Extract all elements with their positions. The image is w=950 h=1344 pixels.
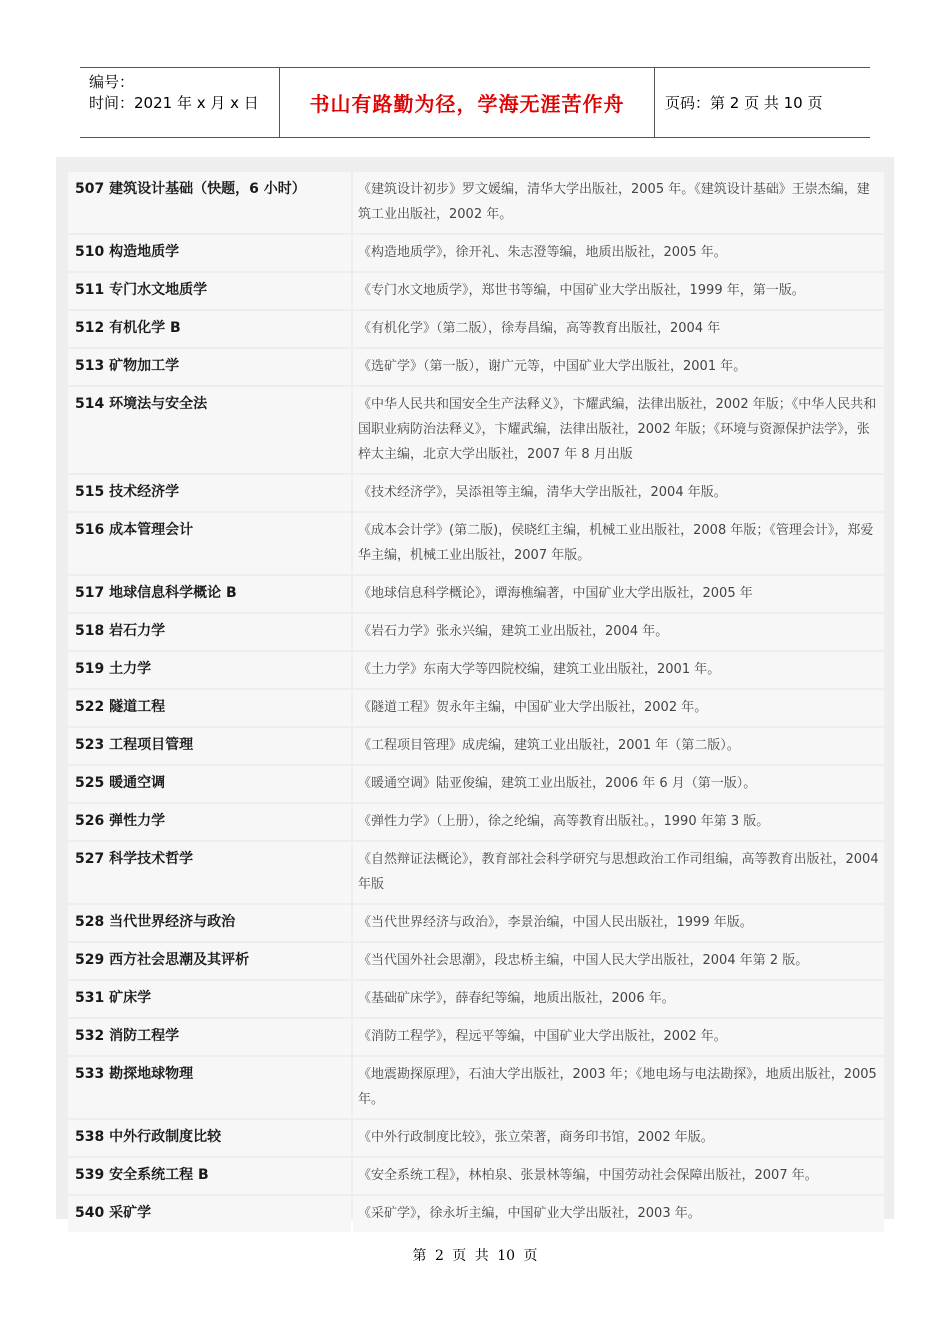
table-row bbox=[68, 766, 884, 802]
reference-book: 《有机化学》（第二版），徐寿昌编，高等教育出版社，2004 年 bbox=[353, 311, 884, 347]
course-name: 527 科学技术哲学 bbox=[68, 842, 351, 903]
table-row bbox=[68, 172, 884, 233]
number-label: 编号： bbox=[89, 73, 135, 91]
table-row bbox=[68, 943, 884, 979]
table-row bbox=[68, 576, 884, 612]
course-name: 526 弹性力学 bbox=[68, 804, 351, 840]
course-name: 514 环境法与安全法 bbox=[68, 387, 351, 473]
reference-book: 《隧道工程》贺永年主编，中国矿业大学出版社，2002 年。 bbox=[353, 690, 884, 726]
course-name: 531 矿床学 bbox=[68, 981, 351, 1017]
reference-book: 《建筑设计初步》罗文媛编，清华大学出版社，2005 年。《建筑设计基础》王崇杰编，建筑工业出版社，2002 年。 bbox=[353, 172, 884, 233]
table-row bbox=[68, 1057, 884, 1118]
course-name: 532 消防工程学 bbox=[68, 1019, 351, 1055]
course-name: 523 工程项目管理 bbox=[68, 728, 351, 764]
table-row bbox=[68, 311, 884, 347]
reference-book: 《构造地质学》，徐开礼、朱志澄等编，地质出版社，2005 年。 bbox=[353, 235, 884, 271]
course-table bbox=[68, 172, 884, 1234]
table-row bbox=[68, 1019, 884, 1055]
reference-book: 《技术经济学》，吴添祖等主编，清华大学出版社，2004 年版。 bbox=[353, 475, 884, 511]
table-row bbox=[68, 1158, 884, 1194]
table-row bbox=[68, 690, 884, 726]
reference-book: 《安全系统工程》，林柏泉、张景林等编，中国劳动社会保障出版社，2007 年。 bbox=[353, 1158, 884, 1194]
reference-book: 《地球信息科学概论》，谭海樵编著，中国矿业大学出版社，2005 年 bbox=[353, 576, 884, 612]
table-row bbox=[68, 804, 884, 840]
table-row bbox=[68, 905, 884, 941]
table-row bbox=[68, 1196, 884, 1232]
course-name: 519 土力学 bbox=[68, 652, 351, 688]
reference-book: 《中华人民共和国安全生产法释义》，卞耀武编，法律出版社，2002 年版；《中华人民共和国职业病防治法释义》，卞耀武编，法律出版社，2002 年版；《环境与资源保护法学》，张梓太主编，北京大学出版社，2007 年 8 月出版 bbox=[353, 387, 884, 473]
header-meta bbox=[80, 68, 280, 137]
reference-book: 《基础矿床学》，薛春纪等编，地质出版社，2006 年。 bbox=[353, 981, 884, 1017]
course-name: 516 成本管理会计 bbox=[68, 513, 351, 574]
table-row bbox=[68, 981, 884, 1017]
table-row bbox=[68, 652, 884, 688]
reference-book: 《自然辩证法概论》，教育部社会科学研究与思想政治工作司组编，高等教育出版社，2004 年版 bbox=[353, 842, 884, 903]
reference-book: 《中外行政制度比较》，张立荣著，商务印书馆，2002 年版。 bbox=[353, 1120, 884, 1156]
course-name: 513 矿物加工学 bbox=[68, 349, 351, 385]
reference-book: 《弹性力学》（上册），徐之纶编，高等教育出版社。，1990 年第 3 版。 bbox=[353, 804, 884, 840]
course-name: 540 采矿学 bbox=[68, 1196, 351, 1232]
header-page-label: 页码：第 2 页 共 10 页 bbox=[665, 94, 823, 112]
reference-book: 《岩石力学》张永兴编，建筑工业出版社，2004 年。 bbox=[353, 614, 884, 650]
table-row bbox=[68, 387, 884, 473]
reference-book: 《选矿学》（第一版），谢广元等，中国矿业大学出版社，2001 年。 bbox=[353, 349, 884, 385]
course-name: 517 地球信息科学概论 B bbox=[68, 576, 351, 612]
course-name: 518 岩石力学 bbox=[68, 614, 351, 650]
course-name: 529 西方社会思潮及其评析 bbox=[68, 943, 351, 979]
table-row bbox=[68, 513, 884, 574]
table-row bbox=[68, 273, 884, 309]
table-row bbox=[68, 349, 884, 385]
page-footer: 第 2 页 共 10 页 bbox=[412, 1248, 538, 1264]
reference-book: 《专门水文地质学》，郑世书等编，中国矿业大学出版社，1999 年，第一版。 bbox=[353, 273, 884, 309]
course-name: 538 中外行政制度比较 bbox=[68, 1120, 351, 1156]
reference-book: 《采矿学》，徐永圻主编，中国矿业大学出版社，2003 年。 bbox=[353, 1196, 884, 1232]
reference-book: 《地震勘探原理》，石油大学出版社，2003 年；《地电场与电法勘探》，地质出版社，2005 年。 bbox=[353, 1057, 884, 1118]
table-row bbox=[68, 842, 884, 903]
table-row bbox=[68, 475, 884, 511]
time-label: 时间：2021 年 x 月 x 日 bbox=[89, 94, 259, 112]
course-name: 539 安全系统工程 B bbox=[68, 1158, 351, 1194]
header-motto: 书山有路勤为径，学海无涯苦作舟 bbox=[280, 68, 655, 137]
reference-book: 《成本会计学》(第二版)，侯晓红主编，机械工业出版社，2008 年版；《管理会计》，郑爱华主编，机械工业出版社，2007 年版。 bbox=[353, 513, 884, 574]
course-name: 512 有机化学 B bbox=[68, 311, 351, 347]
reference-book: 《当代世界经济与政治》，李景治编，中国人民出版社，1999 年版。 bbox=[353, 905, 884, 941]
course-name: 533 勘探地球物理 bbox=[68, 1057, 351, 1118]
course-name: 522 隧道工程 bbox=[68, 690, 351, 726]
reference-book: 《土力学》东南大学等四院校编，建筑工业出版社，2001 年。 bbox=[353, 652, 884, 688]
course-name: 511 专门水文地质学 bbox=[68, 273, 351, 309]
table-row bbox=[68, 235, 884, 271]
course-name: 515 技术经济学 bbox=[68, 475, 351, 511]
course-name: 528 当代世界经济与政治 bbox=[68, 905, 351, 941]
reference-book: 《工程项目管理》成虎编，建筑工业出版社，2001 年（第二版）。 bbox=[353, 728, 884, 764]
course-name: 507 建筑设计基础（快题，6 小时） bbox=[68, 172, 351, 233]
table-row bbox=[68, 728, 884, 764]
course-table-panel bbox=[56, 157, 894, 1219]
reference-book: 《消防工程学》，程远平等编，中国矿业大学出版社，2002 年。 bbox=[353, 1019, 884, 1055]
reference-book: 《暖通空调》陆亚俊编，建筑工业出版社，2006 年 6 月（第一版）。 bbox=[353, 766, 884, 802]
table-row bbox=[68, 1120, 884, 1156]
course-name: 525 暖通空调 bbox=[68, 766, 351, 802]
table-row bbox=[68, 614, 884, 650]
course-name: 510 构造地质学 bbox=[68, 235, 351, 271]
reference-book: 《当代国外社会思潮》，段忠桥主编，中国人民大学出版社，2004 年第 2 版。 bbox=[353, 943, 884, 979]
page-header bbox=[80, 67, 870, 138]
